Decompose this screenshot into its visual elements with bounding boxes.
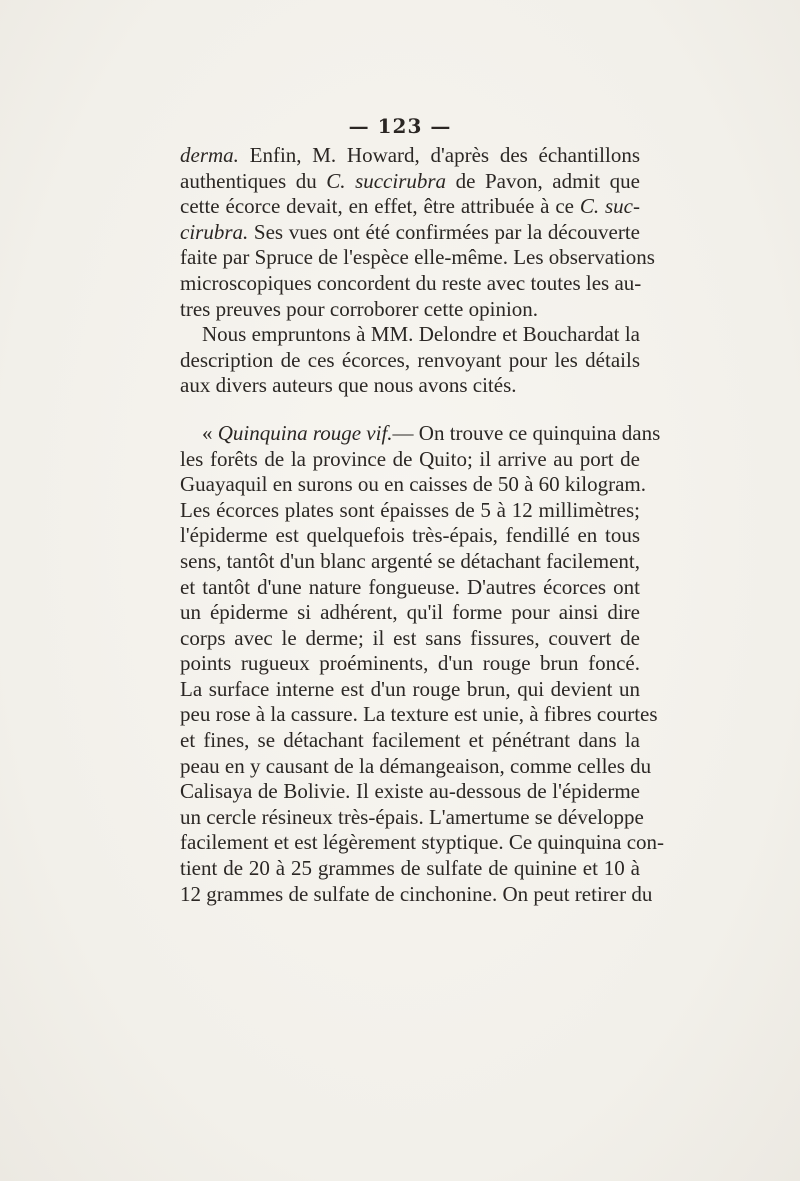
text-span: Calisaya de Bolivie. Il existe au-dessous de l'épiderme [180,779,640,804]
text-span: Nous empruntons à MM. Delondre et Bouchardat la [202,322,640,347]
text-line [180,220,640,246]
text-line [180,447,640,473]
text-span: de Pavon, admit que [446,168,641,193]
text-line [180,881,653,908]
text-line [180,348,640,374]
text-span: les forêts de la province de Quito; il arrive au port de [180,446,640,471]
text-span: — On trouve ce quinquina dans [392,420,661,445]
text-line [180,830,665,856]
text-span: description de ces écorces, renvoyant pour les détails [180,347,640,372]
text-span: facilement et est légèrement styptique. Ce quinquina con- [180,830,665,855]
page-number: — 123 — [348,114,452,138]
text-span: peu rose à la cassure. La texture est unie, à fibres courtes [180,702,658,727]
text-line [180,804,644,831]
text-line [180,702,658,728]
text-span: points rugueux proéminents, d'un rouge brun foncé. [180,651,640,676]
text-line [180,549,640,575]
text-line [180,856,640,882]
text-line [180,575,640,601]
text-span: Les écorces plates sont épaisses de 5 à 12 millimètres; [180,497,640,522]
text-line [180,472,646,498]
text-span: l'épiderme est quelquefois très-épais, fendillé en tous [180,523,640,548]
text-line [180,420,661,447]
text-span: La surface interne est d'un rouge brun, qui devient un [180,676,640,701]
text-span: peau en y causant de la démangeaison, comme celles du [180,753,652,778]
text-span: tient de 20 à 25 grammes de sulfate de quinine et 10 à [180,856,640,881]
text-line [180,271,640,297]
text-span: Guayaquil en surons ou en caisses de 50 à 60 kilogram. [180,472,646,497]
text-span: et fines, se détachant facilement et pénétrant dans la [180,728,640,753]
text-line [180,245,655,271]
text-span: 12 grammes de sulfate de cinchonine. On peut retirer du [180,881,653,906]
text-span: tres preuves pour corroborer cette opinion. [180,296,539,321]
body-text [180,143,665,907]
text-line [180,779,640,805]
text-line [180,373,640,399]
text-line [180,600,640,626]
italic-text: Quinquina rouge vif. [217,420,393,445]
text-line [180,753,652,780]
text-span: corps avec le derme; il est sans fissures, couvert de [180,625,640,650]
italic-text: cirubra. [180,219,249,244]
text-line [180,322,640,348]
text-line [180,523,640,549]
text-line [180,498,640,524]
text-span: faite par Spruce de l'espèce elle-même. Les observations [180,245,655,270]
text-line [180,651,640,677]
text-span: authentiques du [180,168,327,193]
text-span: Ses vues ont été confirmées par la découverte [248,219,640,244]
text-span: « [202,420,218,445]
text-span: microscopiques concordent du reste avec toutes les au- [180,270,642,295]
paragraph-gap [180,399,640,421]
text-span: et tantôt d'une nature fongueuse. D'autres écorces ont [180,574,640,599]
italic-text: derma. [180,143,239,167]
text-line [180,677,640,703]
text-line [180,169,640,195]
text-line [180,194,640,220]
text-span: cette écorce devait, en effet, être attribuée à ce [180,194,580,219]
text-span: sens, tantôt d'un blanc argenté se détachant facilement, [180,548,640,573]
text-span: un cercle résineux très-épais. L'amertume se développe [180,804,644,829]
italic-text: C. suc- [579,194,640,219]
text-span: un épiderme si adhérent, qu'il forme pour ainsi dire [180,600,640,625]
text-span: aux divers auteurs que nous avons cités. [180,373,517,398]
text-line [180,143,640,169]
text-line [180,626,640,652]
italic-text: C. succirubra [326,168,447,193]
text-line [180,297,640,323]
text-span: Enfin, M. Howard, d'après des échantillons [238,143,640,167]
text-line [180,728,640,754]
